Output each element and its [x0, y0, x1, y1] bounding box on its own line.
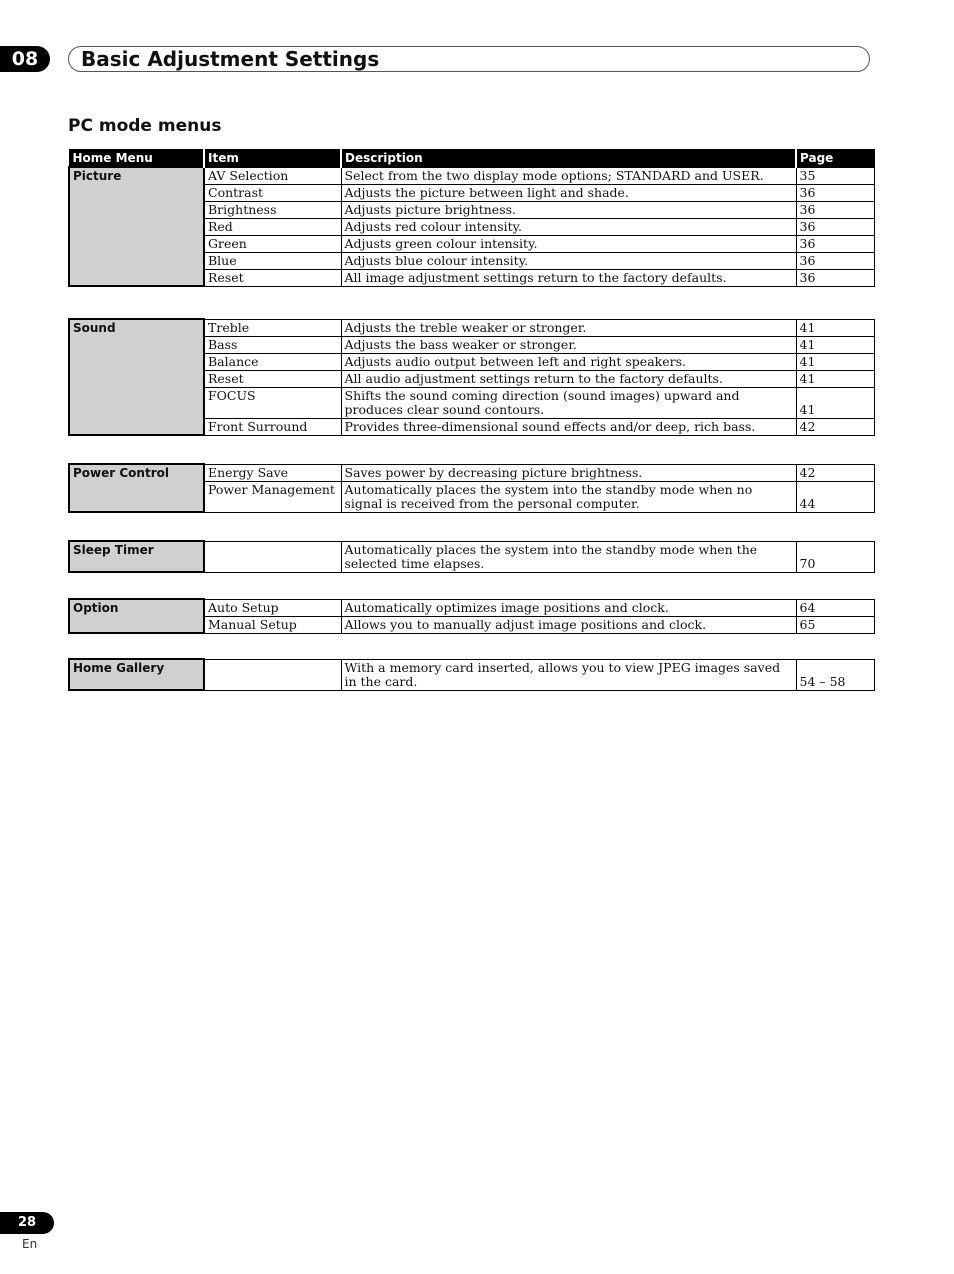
- page-number-badge: 28: [0, 1212, 54, 1234]
- item-description: Shifts the sound coming direction (sound images) upward and produces clear sound contours.: [341, 387, 796, 418]
- item-description: Select from the two display mode options; STANDARD and USER.: [341, 167, 796, 184]
- page-ref: 65: [796, 616, 874, 633]
- table-row: [69, 319, 874, 336]
- page-ref: 41: [796, 387, 874, 418]
- home-gallery-menu-table: [68, 658, 875, 691]
- item-name: Reset: [204, 269, 341, 286]
- chapter-title: Basic Adjustment Settings: [81, 47, 380, 71]
- chapter-number-badge: 08: [0, 46, 50, 72]
- page-ref: 70: [796, 541, 874, 572]
- page-ref: 35: [796, 167, 874, 184]
- item-description: Adjusts the treble weaker or stronger.: [341, 319, 796, 336]
- item-description: Adjusts blue colour intensity.: [341, 252, 796, 269]
- item-name: Brightness: [204, 201, 341, 218]
- page-ref: 64: [796, 599, 874, 616]
- page-ref: 36: [796, 218, 874, 235]
- item-name: Treble: [204, 319, 341, 336]
- page-ref: 36: [796, 235, 874, 252]
- menu-name: Sleep Timer: [69, 541, 204, 572]
- item-description: All audio adjustment settings return to the factory defaults.: [341, 370, 796, 387]
- item-description: Adjusts green colour intensity.: [341, 235, 796, 252]
- item-name: Manual Setup: [204, 616, 341, 633]
- item-description: Adjusts the picture between light and shade.: [341, 184, 796, 201]
- menu-name: Option: [69, 599, 204, 633]
- item-name: Power Management: [204, 481, 341, 512]
- item-description: Adjusts red colour intensity.: [341, 218, 796, 235]
- sound-menu-table: [68, 318, 875, 436]
- item-description: Adjusts audio output between left and right speakers.: [341, 353, 796, 370]
- page-ref: 41: [796, 353, 874, 370]
- item-name: Green: [204, 235, 341, 252]
- table-row: [69, 659, 874, 690]
- item-name: [204, 541, 341, 572]
- column-header-menu: Home Menu: [69, 150, 204, 168]
- item-name: AV Selection: [204, 167, 341, 184]
- item-name: Energy Save: [204, 464, 341, 481]
- table-row: [69, 541, 874, 572]
- page-ref: 36: [796, 269, 874, 286]
- page-ref: 41: [796, 336, 874, 353]
- page-ref: 44: [796, 481, 874, 512]
- menu-name: Power Control: [69, 464, 204, 512]
- language-label: En: [22, 1237, 38, 1251]
- page-ref: 54 – 58: [796, 659, 874, 690]
- item-description: Adjusts picture brightness.: [341, 201, 796, 218]
- page-ref: 36: [796, 252, 874, 269]
- item-name: Reset: [204, 370, 341, 387]
- item-name: Balance: [204, 353, 341, 370]
- option-menu-table: [68, 598, 875, 634]
- table-row: [69, 599, 874, 616]
- column-header-description: Description: [341, 150, 796, 168]
- chapter-title-bar: [68, 46, 870, 72]
- item-description: Automatically places the system into the standby mode when the selected time elapses.: [341, 541, 796, 572]
- page-ref: 41: [796, 370, 874, 387]
- item-description: Automatically optimizes image positions and clock.: [341, 599, 796, 616]
- table-row: [69, 464, 874, 481]
- page-ref: 42: [796, 464, 874, 481]
- page-ref: 36: [796, 184, 874, 201]
- item-name: FOCUS: [204, 387, 341, 418]
- item-name: Front Surround: [204, 418, 341, 435]
- item-description: Saves power by decreasing picture brightness.: [341, 464, 796, 481]
- table-header-row: [69, 150, 874, 168]
- item-description: Provides three-dimensional sound effects and/or deep, rich bass.: [341, 418, 796, 435]
- menu-name: Home Gallery: [69, 659, 204, 690]
- item-name: Auto Setup: [204, 599, 341, 616]
- item-name: Bass: [204, 336, 341, 353]
- page-ref: 41: [796, 319, 874, 336]
- item-name: Blue: [204, 252, 341, 269]
- picture-menu-table: [68, 149, 875, 287]
- item-name: Contrast: [204, 184, 341, 201]
- section-title: PC mode menus: [68, 116, 222, 136]
- item-description: With a memory card inserted, allows you to view JPEG images saved in the card.: [341, 659, 796, 690]
- page-ref: 36: [796, 201, 874, 218]
- power-control-menu-table: [68, 463, 875, 513]
- column-header-item: Item: [204, 150, 341, 168]
- item-name: Red: [204, 218, 341, 235]
- item-description: Automatically places the system into the standby mode when no signal is received from the personal computer.: [341, 481, 796, 512]
- item-description: Adjusts the bass weaker or stronger.: [341, 336, 796, 353]
- sleep-timer-menu-table: [68, 540, 875, 573]
- item-name: [204, 659, 341, 690]
- table-row: [69, 167, 874, 184]
- menu-name: Sound: [69, 319, 204, 435]
- item-description: Allows you to manually adjust image positions and clock.: [341, 616, 796, 633]
- page-ref: 42: [796, 418, 874, 435]
- column-header-page: Page: [796, 150, 874, 168]
- menu-name: Picture: [69, 167, 204, 286]
- item-description: All image adjustment settings return to the factory defaults.: [341, 269, 796, 286]
